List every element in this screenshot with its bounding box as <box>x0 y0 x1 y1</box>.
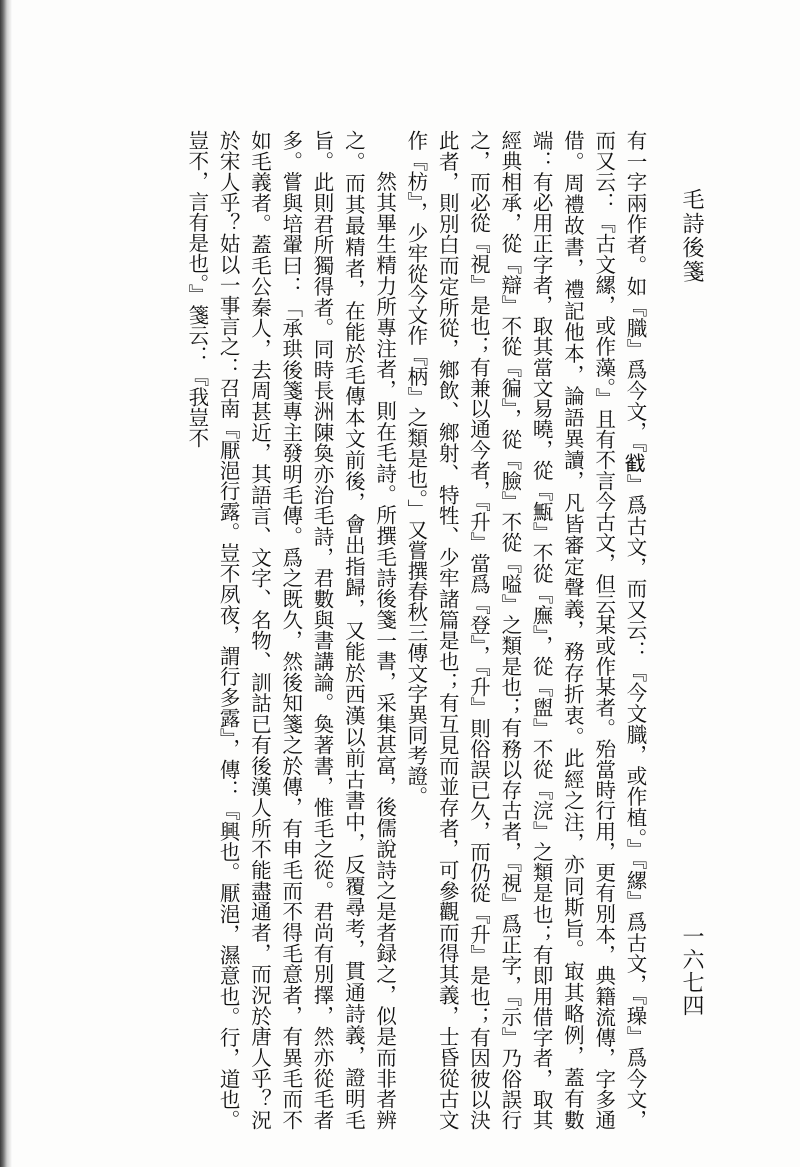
scan-edge <box>0 0 12 1167</box>
body-text <box>90 130 650 1130</box>
paragraph-1: 有一字兩作者。如『膱』爲今文，『𢧵』爲古文，而又云：『今文膱，或作植。』『縲』爲古文，『璪』爲今文，而又云：『古文縲，或作藻。』且有不言今古文，但云某或作某者。殆當時行用，更有別本，典籍流傳，字多通借。周禮故書，禮記他本，論語異讀，凡皆審定聲義，務存折衷。此經之注，亦同斯旨。㝡其略例，蓋有數端：有必用正字者，取其當文易曉，從『甒』不從『廡』，從『盥』不從『浣』之類是也；有即用借字者，取其經典相承，從『辯』不從『徧』，從『臉』不從『嗌』之類是也；有務以存古者，『視』爲正字，『示』乃俗誤行之，而必從『視』是也；有兼以通今者，『升』當爲『登』，『升』則俗誤已久，而仍從『升』是也；有因彼以決此者，則別白而定所從，鄉飲、鄉射、特牲、少牢諸篇是也；有互見而並存者，可參觀而得其義，士昏從古文作『枋』，少牢從今文作『柄』之類是也。」又嘗撰春秋三傳文字異同考證。 <box>403 130 647 1130</box>
paragraph-2: 然其畢生精力所專注者，則在毛詩。所撰毛詩後箋一書，采集甚富，後儒說詩之是者録之，似是而非者辨之。而其最精者，在能於毛傳本文前後，會出指歸，又能於西漢以前古書中，反覆尋考，貫通詩義，證明毛旨。此則君所獨得者。同時長洲陳奐亦治毛詩，君數與書講論。奐著書，惟毛之從。君尚有別擇，然亦從毛者多。嘗與培翬曰：「承珙後箋專主發明毛傳。爲之既久，然後知箋之於傳，有申毛而不得毛意者，有異毛而不如毛義者。蓋毛公秦人，去周甚近，其語言、文字、名物、訓詁已有後漢人所不能盡通者，而況於唐人乎？況於宋人乎？姑以一事言之：召南『厭浥行露。豈不夙夜，謂行多露』，傳：『興也。厭浥，濕意也。行，道也。豈不，言有是也。』箋云：『我豈不 <box>184 130 397 1130</box>
page-number: 一六七四 <box>679 925 704 1017</box>
running-head: 毛詩後箋 <box>679 188 704 284</box>
